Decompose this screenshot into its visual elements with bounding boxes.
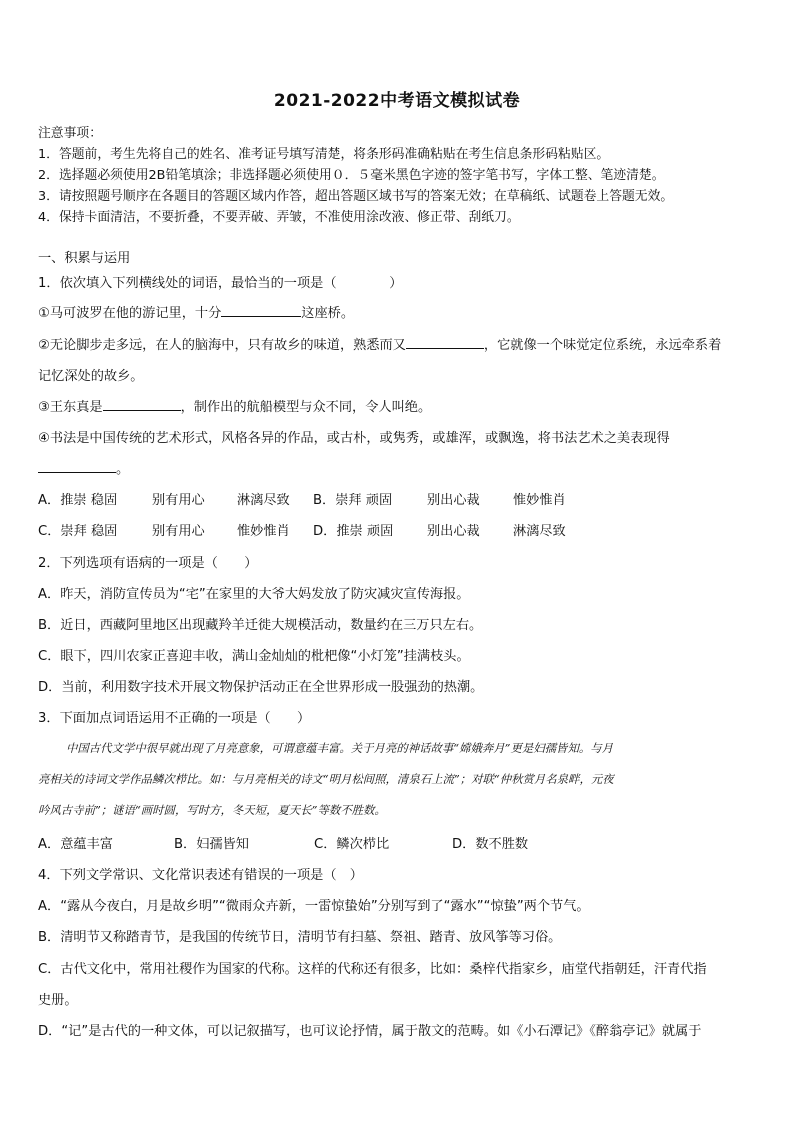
option-part: 别有用心 [152,524,205,539]
question-stem: 3．下面加点词语运用不正确的一项是（ ） [38,711,311,726]
option-part: 别出心裁 [427,524,480,539]
sentence-text: 。 [116,462,130,477]
fill-blank [103,397,181,411]
option-b: B．清明节又称踏青节，是我国的传统节日，清明节有扫墓、祭祖、踏青、放风筝等习俗。 [38,930,562,945]
sentence-3 [38,396,758,415]
option-a: A．昨天，消防宣传员为“宅”在家里的大爷大妈发放了防灾减灾宣传海报。 [38,587,470,602]
note-item: 2．选择题必须使用2B铅笔填涂；非选择题必须使用０．５毫米黑色字迹的签字笔书写，字体工整、笔迹清楚。 [38,168,665,183]
sentence-text: ②无论脚步走多远，在人的脑海中，只有故乡的味道，熟悉而又 [38,338,406,353]
sentence-text: ，它就像一个味觉定位系统，永远牵系着 [483,338,722,353]
sentence-text: ，制作出的航船模型与众不同，令人叫绝。 [180,400,432,415]
option-c: C．古代文化中，常用社稷作为国家的代称。这样的代称还有很多，比如：桑梓代指家乡，庙堂代指朝廷，汗青代指 [38,962,707,977]
notes-heading: 注意事项： [38,126,102,141]
option-c: C．眼下，四川农家正喜迎丰收，满山金灿灿的枇杷像“小灯笼”挂满枝头。 [38,649,470,664]
fill-blank [221,303,301,317]
sentence-text: ①马可波罗在他的游记里，十分 [38,306,222,321]
question-stem: 1．依次填入下列横线处的词语，最恰当的一项是（ ） [38,276,403,291]
option-part: 淋漓尽致 [513,524,566,539]
option-part: 惟妙惟肖 [237,524,290,539]
sentence-2-cont: 记忆深处的故乡。 [38,369,144,384]
page-title: 2021-2022中考语文模拟试卷 [273,91,521,111]
option-d: D．数不胜数 [452,837,529,852]
option-d: D．当前，利用数字技术开展文物保护活动正在全世界形成一股强劲的热潮。 [38,680,484,695]
sentence-4: ④书法是中国传统的艺术形式，风格各异的作品，或古朴，或隽秀，或雄浑，或飘逸，将书法艺术之美表现得 [38,431,670,446]
sentence-text: 这座桥。 [301,306,355,321]
question-stem: 2．下列选项有语病的一项是（ ） [38,556,258,571]
note-item: 3．请按照题号顺序在各题目的答题区域内作答，超出答题区域书写的答案无效；在草稿纸、试题卷上答题无效。 [38,189,674,204]
fill-blank [406,335,484,349]
option-part: A．推崇 稳固 [38,493,118,508]
option-part: 淋漓尽致 [237,493,290,508]
option-c: C．鳞次栉比 [314,837,390,852]
passage-line: 吟风古寺前”；谜语“画时圆，写时方，冬天短，夏天长”等数不胜数。 [38,803,386,817]
sentence-2 [38,334,758,353]
sentence-4-cont [38,458,758,477]
question-stem: 4．下列文学常识、文化常识表述有错误的一项是（ ） [38,868,363,883]
passage-line: 中国古代文学中很早就出现了月亮意象，可谓意蕴丰富。关于月亮的神话故事“嫦娥奔月”更是妇孺皆知。与月 [66,741,614,755]
option-part: 惟妙惟肖 [513,493,566,508]
option-d: D．“记”是古代的一种文体，可以记叙描写，也可议论抒情，属于散文的范畴。如《小石潭记》《醉翁亭记》就属于 [38,1024,702,1039]
fill-blank [38,459,116,473]
section-heading: 一、积累与运用 [38,251,131,266]
sentence-1 [38,302,758,321]
option-a: A．意蕴丰富 [38,837,113,852]
passage-line: 亮相关的诗词文学作品鳞次栉比。如：与月亮相关的诗文“明月松间照，清泉石上流”；对联“仲秋赏月名泉畔，元夜 [38,772,614,786]
option-b: B．妇孺皆知 [174,837,249,852]
note-item: 4．保持卡面清洁，不要折叠，不要弄破、弄皱，不准使用涂改液、修正带、刮纸刀。 [38,210,520,225]
option-part: 别有用心 [152,493,205,508]
option-c-cont: 史册。 [38,993,78,1008]
sentence-text: ③王东真是 [38,400,103,415]
option-part: 别出心裁 [427,493,480,508]
option-a: A．“露从今夜白，月是故乡明”“微雨众卉新，一雷惊蛰始”分别写到了“露水”“惊蛰”两个节气。 [38,899,590,914]
note-item: 1．答题前，考生先将自己的姓名、准考证号填写清楚，将条形码准确粘贴在考生信息条形码粘贴区。 [38,147,610,162]
option-b: B．近日，西藏阿里地区出现藏羚羊迁徙大规模活动，数量约在三万只左右。 [38,618,483,633]
option-part: B．崇拜 顽固 [313,493,393,508]
option-part: C．崇拜 稳固 [38,524,118,539]
option-part: D．推崇 顽固 [313,524,394,539]
